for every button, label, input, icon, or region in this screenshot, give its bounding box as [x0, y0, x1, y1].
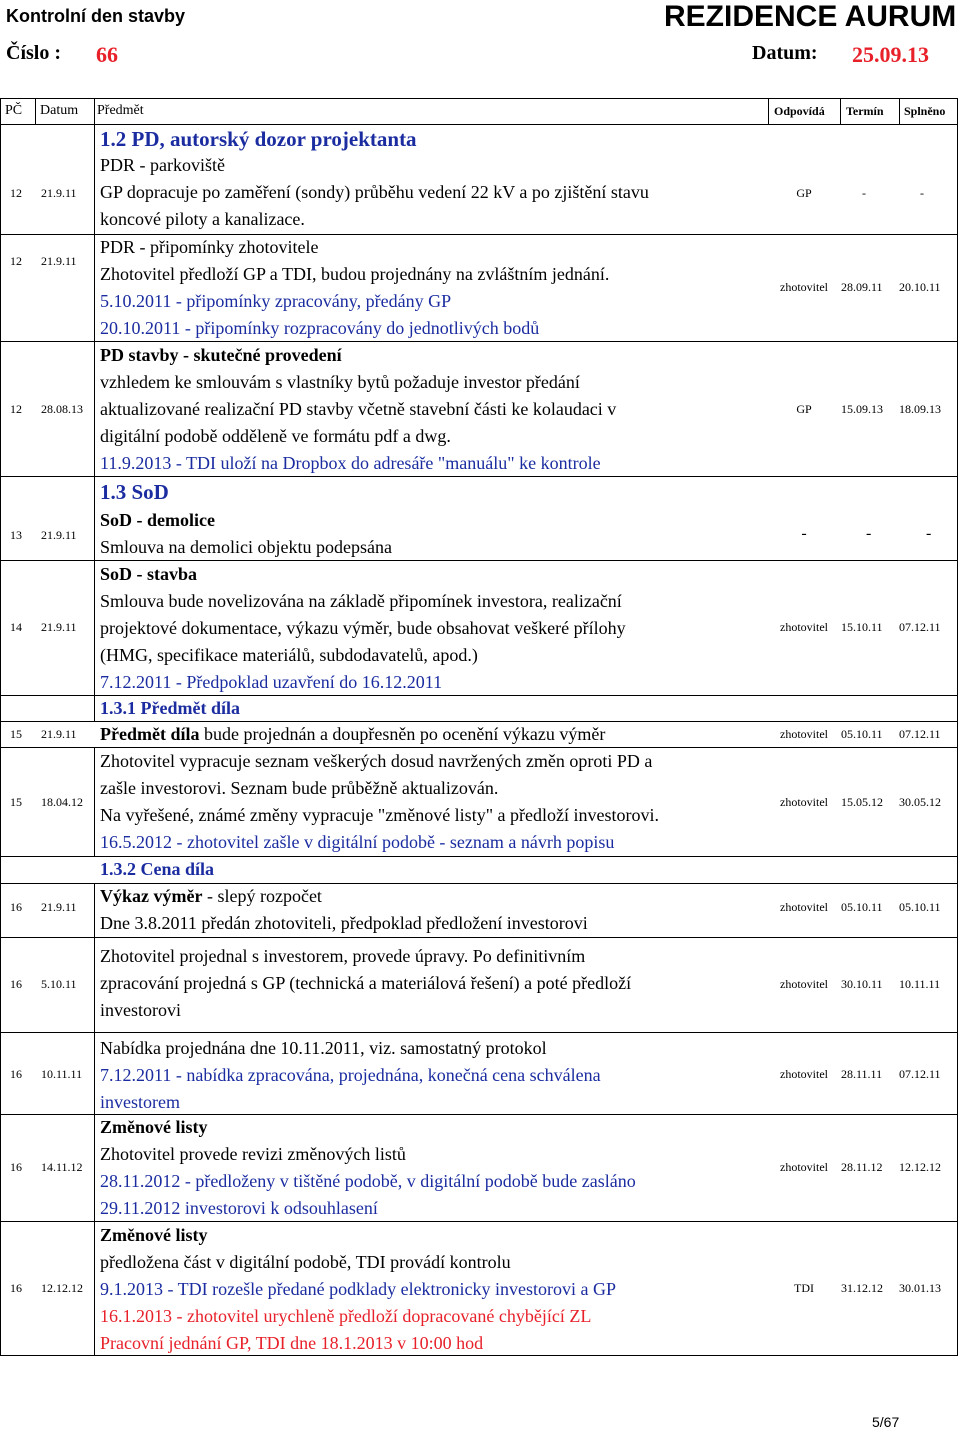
row-subject-line: Pracovní jednání GP, TDI dne 18.1.2013 v 10:00 hod: [100, 1333, 484, 1353]
row-deadline: 31.12.12: [841, 1281, 883, 1295]
row-date: 21.9.11: [41, 528, 77, 542]
row-subject-line: koncové piloty a kanalizace.: [100, 209, 305, 229]
row-completed: 07.12.11: [899, 620, 941, 634]
row-completed: 07.12.11: [899, 1067, 941, 1081]
row-subject-line: PD stavby - skutečné provedení: [100, 345, 342, 365]
row-subject-line: 7.12.2011 - Předpoklad uzavření do 16.12.2011: [100, 672, 443, 692]
row-responsible: zhotovitel: [780, 727, 828, 741]
row-responsible: zhotovitel: [780, 977, 828, 991]
column-header-termin: Termín: [846, 104, 884, 118]
row-completed: 20.10.11: [899, 280, 941, 294]
number-value: 66: [96, 42, 118, 67]
row-number: 15: [10, 727, 22, 741]
row-subject-line: 11.9.2013 - TDI uloží na Dropbox do adresáře "manuálu" ke kontrole: [100, 453, 601, 473]
page-number: 5/67: [872, 1414, 900, 1430]
row-subject-line: Nabídka projednána dne 10.11.2011, viz. samostatný protokol: [100, 1038, 547, 1058]
row-subject-line: [100, 886, 322, 906]
row-subject-line: PDR - připomínky zhotovitele: [100, 237, 319, 257]
row-subject-line: 16.1.2013 - zhotovitel urychleně předloží dopracované chybějící ZL: [100, 1306, 592, 1326]
row-subject-line: [100, 724, 605, 744]
row-number: 14: [10, 620, 22, 634]
row-date: 21.9.11: [41, 186, 77, 200]
row-deadline: 05.10.11: [841, 727, 883, 741]
row-number: 12: [10, 254, 22, 268]
row-completed: -: [926, 525, 932, 542]
row-deadline: 28.11.11: [841, 1067, 883, 1081]
row-date: 10.11.11: [41, 1067, 83, 1081]
row-completed: 12.12.12: [899, 1160, 941, 1174]
row-number: 16: [10, 1160, 22, 1174]
row-responsible: zhotovitel: [780, 620, 828, 634]
row-responsible: zhotovitel: [780, 795, 828, 809]
row-deadline: -: [862, 186, 866, 200]
row-number: 16: [10, 1281, 22, 1295]
row-deadline: 15.05.12: [841, 795, 883, 809]
date-label: Datum:: [752, 42, 818, 64]
row-responsible: zhotovitel: [780, 900, 828, 914]
row-responsible: TDI: [794, 1281, 814, 1295]
row-subject-line: zpracování projedná s GP (technická a materiálová řešení) a poté předloží: [100, 973, 632, 993]
row-deadline: 28.11.12: [841, 1160, 883, 1174]
row-subject-emphasis: Předmět díla: [100, 724, 200, 744]
row-subject-line: Na vyřešené, známé změny vypracuje "změnové listy" a předloží investorovi.: [100, 805, 659, 825]
row-subject-line: 9.1.2013 - TDI rozešle předané podklady elektronicky investorovi a GP: [100, 1279, 617, 1299]
row-responsible: GP: [796, 402, 812, 416]
row-subject-line: Dne 3.8.2011 předán zhotoviteli, předpoklad předložení investorovi: [100, 913, 588, 933]
row-subject-line: SoD - demolice: [100, 510, 215, 530]
column-header-odpovida: Odpovídá: [774, 104, 825, 118]
row-subject-line: 16.5.2012 - zhotovitel zašle v digitální podobě - seznam a návrh popisu: [100, 832, 615, 852]
row-subject-line: zašle investorovi. Seznam bude průběžně aktualizován.: [100, 778, 499, 798]
row-subject-line: Smlouva bude novelizována na základě připomínek investora, realizační: [100, 591, 622, 611]
row-responsible: GP: [796, 186, 812, 200]
row-responsible: zhotovitel: [780, 1067, 828, 1081]
row-deadline: -: [866, 525, 872, 542]
row-number: 16: [10, 977, 22, 991]
row-deadline: 15.09.13: [841, 402, 883, 416]
row-subject-line: investorovi: [100, 1000, 181, 1020]
row-number: 15: [10, 795, 22, 809]
row-date: 21.9.11: [41, 254, 77, 268]
row-subject-line: 7.12.2011 - nabídka zpracována, projednána, konečná cena schválena: [100, 1065, 601, 1085]
row-subject-line: předložena část v digitální podobě, TDI provádí kontrolu: [100, 1252, 511, 1272]
row-deadline: 28.09.11: [841, 280, 883, 294]
row-subject-line: SoD - stavba: [100, 564, 198, 584]
row-subject-text: - slepý rozpočet: [202, 886, 322, 906]
row-date: 12.12.12: [41, 1281, 83, 1295]
row-subject-line: 20.10.2011 - připomínky rozpracovány do jednotlivých bodů: [100, 318, 540, 338]
row-completed: -: [920, 186, 924, 200]
row-subject-line: investorem: [100, 1092, 180, 1112]
row-date: 14.11.12: [41, 1160, 83, 1174]
row-subject-line: 5.10.2011 - připomínky zpracovány, předány GP: [100, 291, 452, 311]
column-header-pc: PČ: [5, 103, 23, 118]
row-number: 12: [10, 186, 22, 200]
number-label: Číslo :: [6, 42, 61, 64]
row-subject-line: 28.11.2012 - předloženy v tištěné podobě, v digitální podobě bude zasláno: [100, 1171, 636, 1191]
row-date: 5.10.11: [41, 977, 77, 991]
row-completed: 30.05.12: [899, 795, 941, 809]
document-title: Kontrolní den stavby: [6, 6, 186, 26]
column-header-predmet: Předmět: [97, 103, 144, 118]
row-subject-line: PDR - parkoviště: [100, 155, 225, 175]
row-completed: 30.01.13: [899, 1281, 941, 1295]
section-heading-1-3-2: 1.3.2 Cena díla: [100, 859, 215, 879]
row-subject-line: projektové dokumentace, výkazu výměr, bude obsahovat veškeré přílohy: [100, 618, 626, 638]
column-header-datum: Datum: [40, 103, 79, 118]
row-date: 21.9.11: [41, 727, 77, 741]
row-subject-text: bude projednán a doupřesněn po ocenění výkazu výměr: [199, 724, 606, 744]
row-subject-line: Zhotovitel projednal s investorem, provede úpravy. Po definitivním: [100, 946, 586, 966]
row-subject-line: GP dopracuje po zaměření (sondy) průběhu vedení 22 kV a po zjištění stavu: [100, 182, 649, 202]
row-responsible: -: [801, 525, 807, 542]
row-subject-emphasis: Výkaz výměr: [100, 886, 203, 906]
row-subject-line: Zhotovitel předloží GP a TDI, budou projednány na zvláštním jednání.: [100, 264, 610, 284]
row-responsible: zhotovitel: [780, 280, 828, 294]
row-date: 21.9.11: [41, 900, 77, 914]
row-subject-line: digitální podobě odděleně ve formátu pdf a dwg.: [100, 426, 451, 446]
row-deadline: 30.10.11: [841, 977, 883, 991]
row-completed: 07.12.11: [899, 727, 941, 741]
row-completed: 18.09.13: [899, 402, 941, 416]
row-deadline: 15.10.11: [841, 620, 883, 634]
row-number: 13: [10, 528, 22, 542]
row-subject-line: Smlouva na demolici objektu podepsána: [100, 537, 392, 557]
section-heading-1-2: 1.2 PD, autorský dozor projektanta: [100, 127, 417, 151]
row-subject-line: (HMG, specifikace materiálů, subdodavatelů, apod.): [100, 645, 478, 665]
column-header-splneno: Splněno: [904, 104, 946, 118]
row-number: 16: [10, 900, 22, 914]
section-heading-1-3-1: 1.3.1 Předmět díla: [100, 698, 240, 718]
row-date: 28.08.13: [41, 402, 83, 416]
project-name: REZIDENCE AURUM: [664, 0, 957, 33]
row-subject-line: Změnové listy: [100, 1225, 208, 1245]
row-date: 18.04.12: [41, 795, 83, 809]
row-number: 12: [10, 402, 22, 416]
row-subject-line: Zhotovitel provede revizi změnových listů: [100, 1144, 406, 1164]
date-value: 25.09.13: [852, 42, 929, 67]
row-subject-line: vzhledem ke smlouvám s vlastníky bytů požaduje investor předání: [100, 372, 580, 392]
row-subject-line: Zhotovitel vypracuje seznam veškerých dosud navržených změn oproti PD a: [100, 751, 653, 771]
row-number: 16: [10, 1067, 22, 1081]
row-date: 21.9.11: [41, 620, 77, 634]
row-completed: 10.11.11: [899, 977, 941, 991]
row-deadline: 05.10.11: [841, 900, 883, 914]
row-subject-line: 29.11.2012 investorovi k odsouhlasení: [100, 1198, 378, 1218]
row-completed: 05.10.11: [899, 900, 941, 914]
row-responsible: zhotovitel: [780, 1160, 828, 1174]
section-heading-1-3: 1.3 SoD: [100, 480, 169, 504]
row-subject-line: Změnové listy: [100, 1117, 208, 1137]
row-subject-line: aktualizované realizační PD stavby včetně stavební části ke kolaudaci v: [100, 399, 617, 419]
